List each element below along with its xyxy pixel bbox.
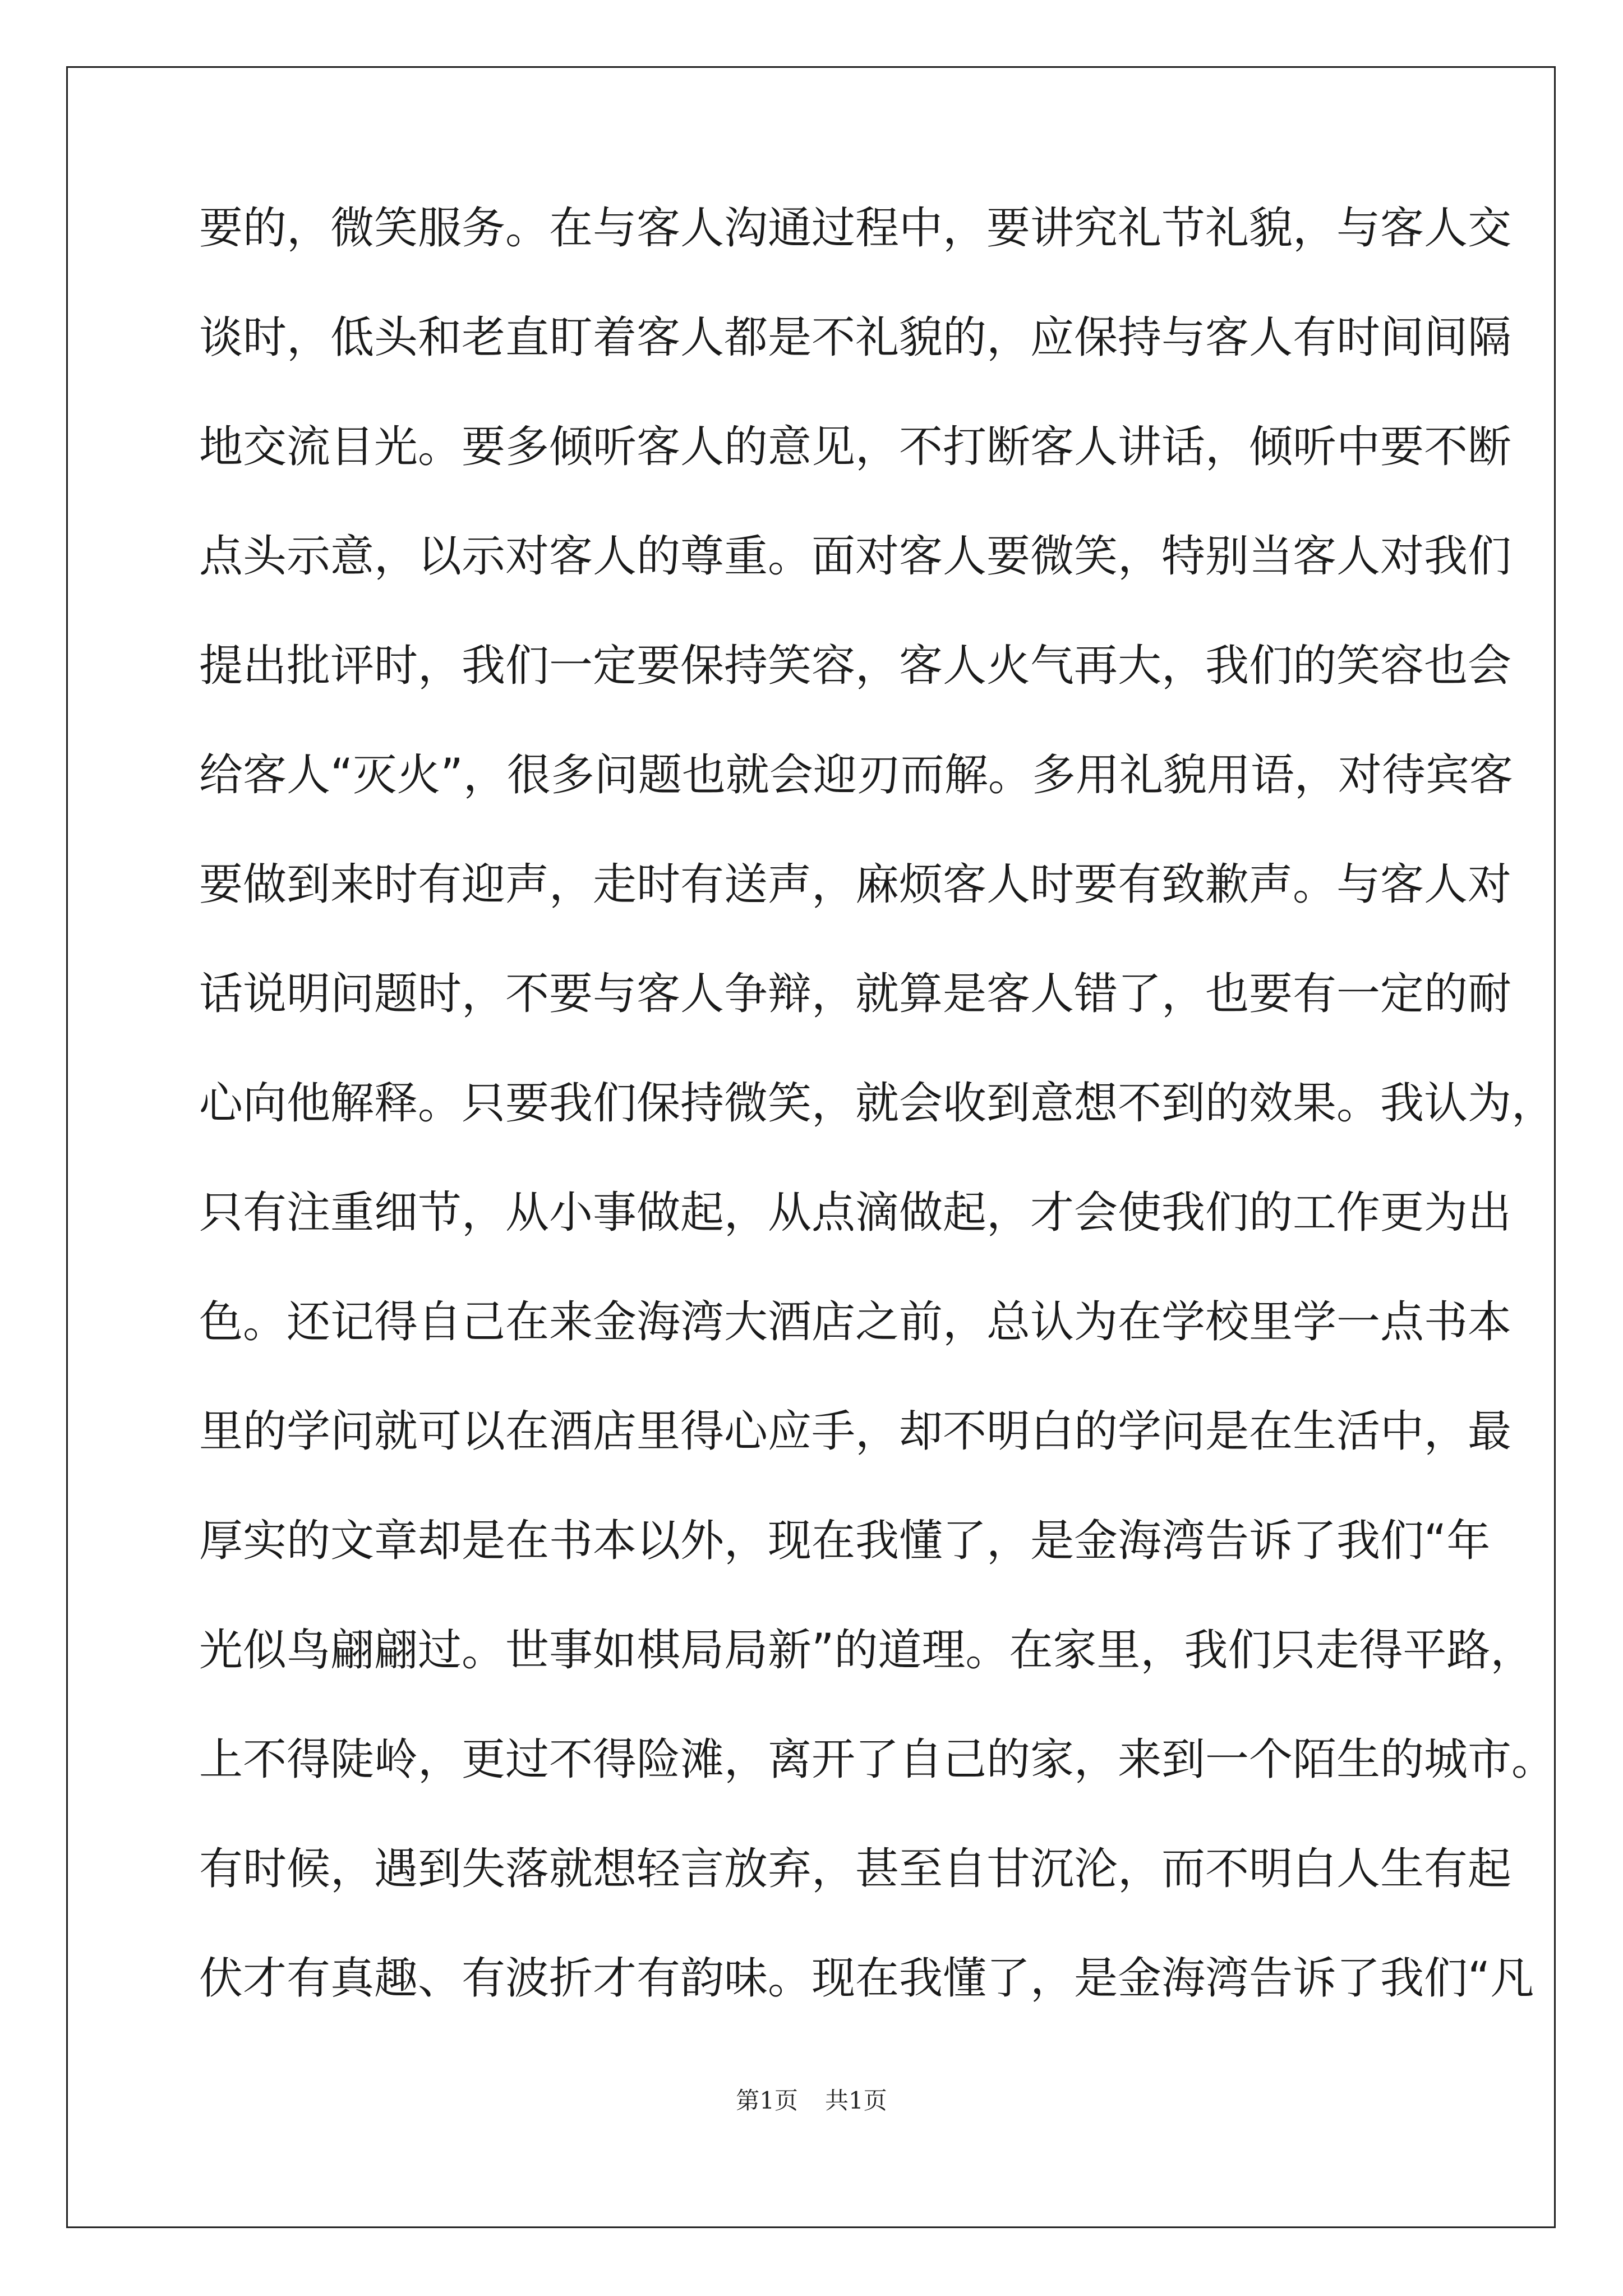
text-line: 要的，微笑服务。在与客人沟通过程中，要讲究礼节礼貌，与客人交: [199, 203, 1512, 254]
text-line: 给客人“灭火”，很多问题也就会迎刃而解。多用礼貌用语，对待宾客: [199, 750, 1513, 800]
text-line: 地交流目光。要多倾听客人的意见，不打断客人讲话，倾听中要不断: [199, 422, 1512, 472]
text-line: 伏才有真趣、有波折才有韵味。现在我懂了，是金海湾告诉了我们“凡: [199, 1953, 1534, 2004]
body-text: [199, 203, 1556, 2066]
text-line: 里的学问就可以在酒店里得心应手，却不明白的学问是在生活中，最: [199, 1406, 1512, 1457]
text-line: 心向他解释。只要我们保持微笑，就会收到意想不到的效果。我认为，: [199, 1078, 1556, 1129]
text-line: 提出批评时，我们一定要保持笑容，客人火气再大，我们的笑容也会: [199, 641, 1512, 691]
text-line: 话说明问题时，不要与客人争辩，就算是客人错了，也要有一定的耐: [199, 969, 1512, 1019]
text-line: 点头示意，以示对客人的尊重。面对客人要微笑，特别当客人对我们: [199, 531, 1512, 582]
text-line: 光似鸟翩翩过。世事如棋局局新”的道理。在家里，我们只走得平路，: [199, 1625, 1534, 1676]
text-line: 有时候，遇到失落就想轻言放弃，甚至自甘沉沦，而不明白人生有起: [199, 1844, 1512, 1894]
text-line: 谈时，低头和老直盯着客人都是不礼貌的，应保持与客人有时间间隔: [199, 312, 1512, 363]
text-line: 上不得陡岭，更过不得险滩，离开了自己的家，来到一个陌生的城市。: [199, 1734, 1556, 1785]
text-line: 要做到来时有迎声，走时有送声，麻烦客人时要有致歉声。与客人对: [199, 859, 1512, 910]
text-line: 只有注重细节，从小事做起，从点滴做起，才会使我们的工作更为出: [199, 1188, 1512, 1238]
page-number: 第1页: [736, 2087, 798, 2114]
page-total: 共1页: [825, 2087, 887, 2114]
text-line: 色。还记得自己在来金海湾大酒店之前，总认为在学校里学一点书本: [199, 1297, 1512, 1347]
text-line: 厚实的文章却是在书本以外，现在我懂了，是金海湾告诉了我们“年: [199, 1516, 1491, 1566]
page-footer: [0, 2087, 1623, 2115]
